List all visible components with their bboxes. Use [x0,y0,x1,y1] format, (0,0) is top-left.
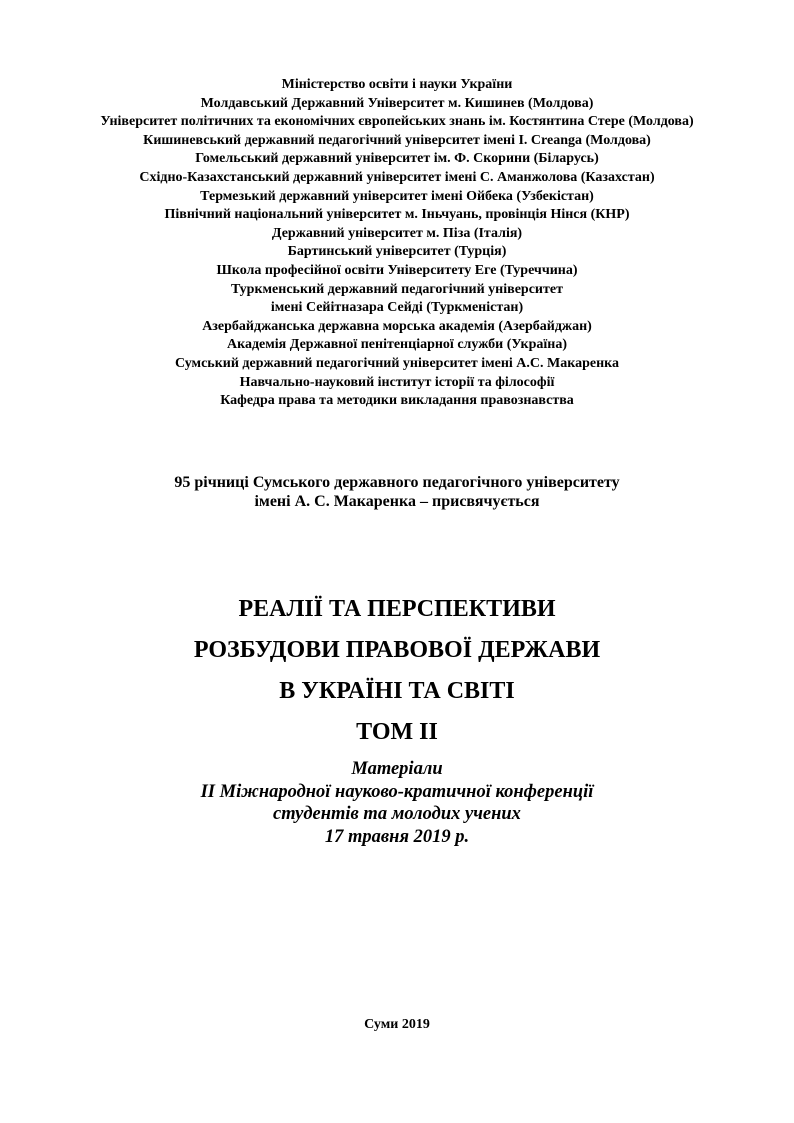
organization-line: Туркменський державний педагогічний університет [231,281,563,297]
place-year: Суми 2019 [364,1017,430,1032]
subtitle-line: ІІ Міжнародної науково-кратичної конференції [200,781,594,802]
organization-line: Кишиневський державний педагогічний університет імені І. Creanga (Молдова) [143,132,651,148]
dedication-line: 95 річниці Сумського державного педагогічного університету [174,474,620,491]
organization-line: Навчально-науковий інститут історії та філософії [239,374,555,390]
organization-line: Університет політичних та економічних європейських знань ім. Костянтина Стере (Молдова) [100,114,694,130]
organization-line: Школа професійної освіти Університету Еге (Туреччина) [216,262,578,278]
main-title [40,589,754,753]
conference-subtitle [40,758,754,848]
organization-line: Термезький державний університет імені Ойбека (Узбекістан) [200,188,594,204]
organization-line: Кафедра права та методики викладання правознавства [220,393,574,409]
organizations-list [40,76,754,411]
organization-line: Бартинський університет (Турція) [287,244,507,260]
organization-line: Гомельський державний університет ім. Ф. Скорини (Біларусь) [195,151,599,167]
organization-line: Азербайджанська державна морська академія (Азербайджан) [202,318,592,334]
organization-line: Північний національний університет м. Іньчуань, провінція Нінся (КНР) [164,207,630,223]
subtitle-line: студентів та молодих учених [273,804,521,824]
dedication-line: імені А. С. Макаренка – присвячується [254,493,540,510]
subtitle-line: Матеріали [351,759,443,779]
title-line: В УКРАЇНІ ТА СВІТІ [279,678,515,704]
organization-line: Міністерство освіти і науки України [281,77,513,92]
organization-line: Державний університет м. Піза (Італія) [271,225,523,241]
volume-label: ТОМ ІІ [356,719,438,745]
organization-line: Сумський державний педагогічний університет імені А.С. Макаренка [174,355,620,371]
title-line: РЕАЛІЇ ТА ПЕРСПЕКТИВИ [238,596,556,622]
organization-line: Академія Державної пенітенціарної служби (Україна) [227,337,567,353]
dedication [40,473,754,511]
conference-date: 17 травня 2019 р. [324,826,470,847]
title-line: РОЗБУДОВИ ПРАВОВОЇ ДЕРЖАВИ [193,637,601,663]
organization-line: імені Сейітназара Сейді (Туркменістан) [270,300,524,316]
organization-line: Східно-Казахстанський державний університет імені С. Аманжолова (Казахстан) [139,169,655,185]
organization-line: Молдавський Державний Університет м. Кишинев (Молдова) [200,95,594,111]
